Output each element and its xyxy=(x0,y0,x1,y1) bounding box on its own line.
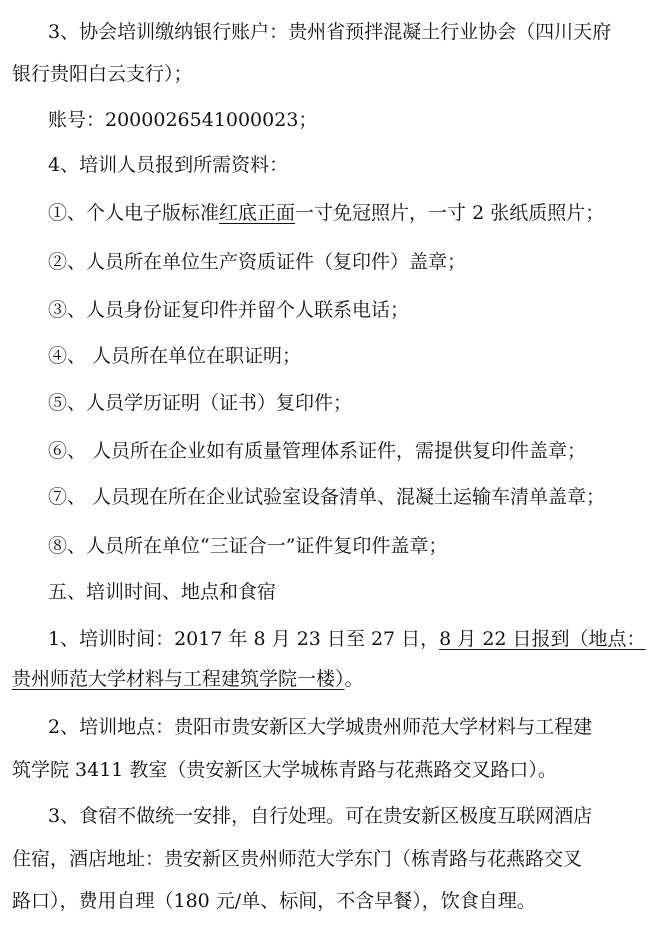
materials-item-3: ③、人员身份证复印件并留个人联系电话； xyxy=(48,299,410,321)
item-1-text-start: ①、个人电子版标准 xyxy=(48,202,220,224)
materials-item-6: ⑥、 人员所在企业如有质量管理体系证件，需提供复印件盖章； xyxy=(48,440,587,462)
item-1-text-end: 一寸免冠照片，一寸 2 张纸质照片； xyxy=(295,202,605,224)
section-5-heading: 五、培训时间、地点和食宿 xyxy=(48,581,277,603)
training-time-line-2 xyxy=(12,665,364,693)
lodging-line-2: 住宿，酒店地址：贵安新区贵州师范大学东门（栋青路与花燕路交叉 xyxy=(12,848,583,870)
materials-item-5: ⑤、人员学历证明（证书）复印件； xyxy=(48,392,353,414)
registration-date-underlined: 8 月 22 日报到（地点： xyxy=(439,628,646,650)
materials-item-8: ⑧、人员所在单位“三证合一”证件复印件盖章； xyxy=(48,535,448,557)
training-time-line-1 xyxy=(48,625,646,653)
registration-place-underlined: 贵州师范大学材料与工程建筑学院一楼） xyxy=(12,668,345,690)
bank-account-line-2: 银行贵阳白云支行）； xyxy=(12,63,193,85)
materials-item-2: ②、人员所在单位生产资质证件（复印件）盖章； xyxy=(48,251,467,273)
materials-item-1 xyxy=(48,199,604,227)
lodging-line-3: 路口），费用自理（180 元/单、标间，不含早餐），饮食自理。 xyxy=(12,890,536,912)
lodging-line-1: 3、食宿不做统一安排，自行处理。可在贵安新区极度互联网酒店 xyxy=(48,805,593,827)
bank-account-line-1: 3、协会培训缴纳银行账户：贵州省预拌混凝土行业协会（四川天府 xyxy=(48,21,612,43)
materials-heading: 4、培训人员报到所需资料： xyxy=(48,154,289,176)
materials-item-4: ④、 人员所在单位在职证明； xyxy=(48,345,302,367)
item-1-underlined-text: 红底正面 xyxy=(219,202,296,224)
training-place-line-2: 筑学院 3411 教室（贵安新区大学城栋青路与花燕路交叉路口）。 xyxy=(12,759,557,781)
account-number: 账号：2000026541000023； xyxy=(48,109,318,131)
training-time-text: 1、培训时间：2017 年 8 月 23 日至 27 日， xyxy=(48,628,440,650)
training-place-line-1: 2、培训地点：贵阳市贵安新区大学城贵州师范大学材料与工程建 xyxy=(48,716,593,738)
materials-item-7: ⑦、 人员现在所在企业试验室设备清单、混凝土运输车清单盖章； xyxy=(48,486,606,508)
training-time-end: 。 xyxy=(344,668,364,690)
